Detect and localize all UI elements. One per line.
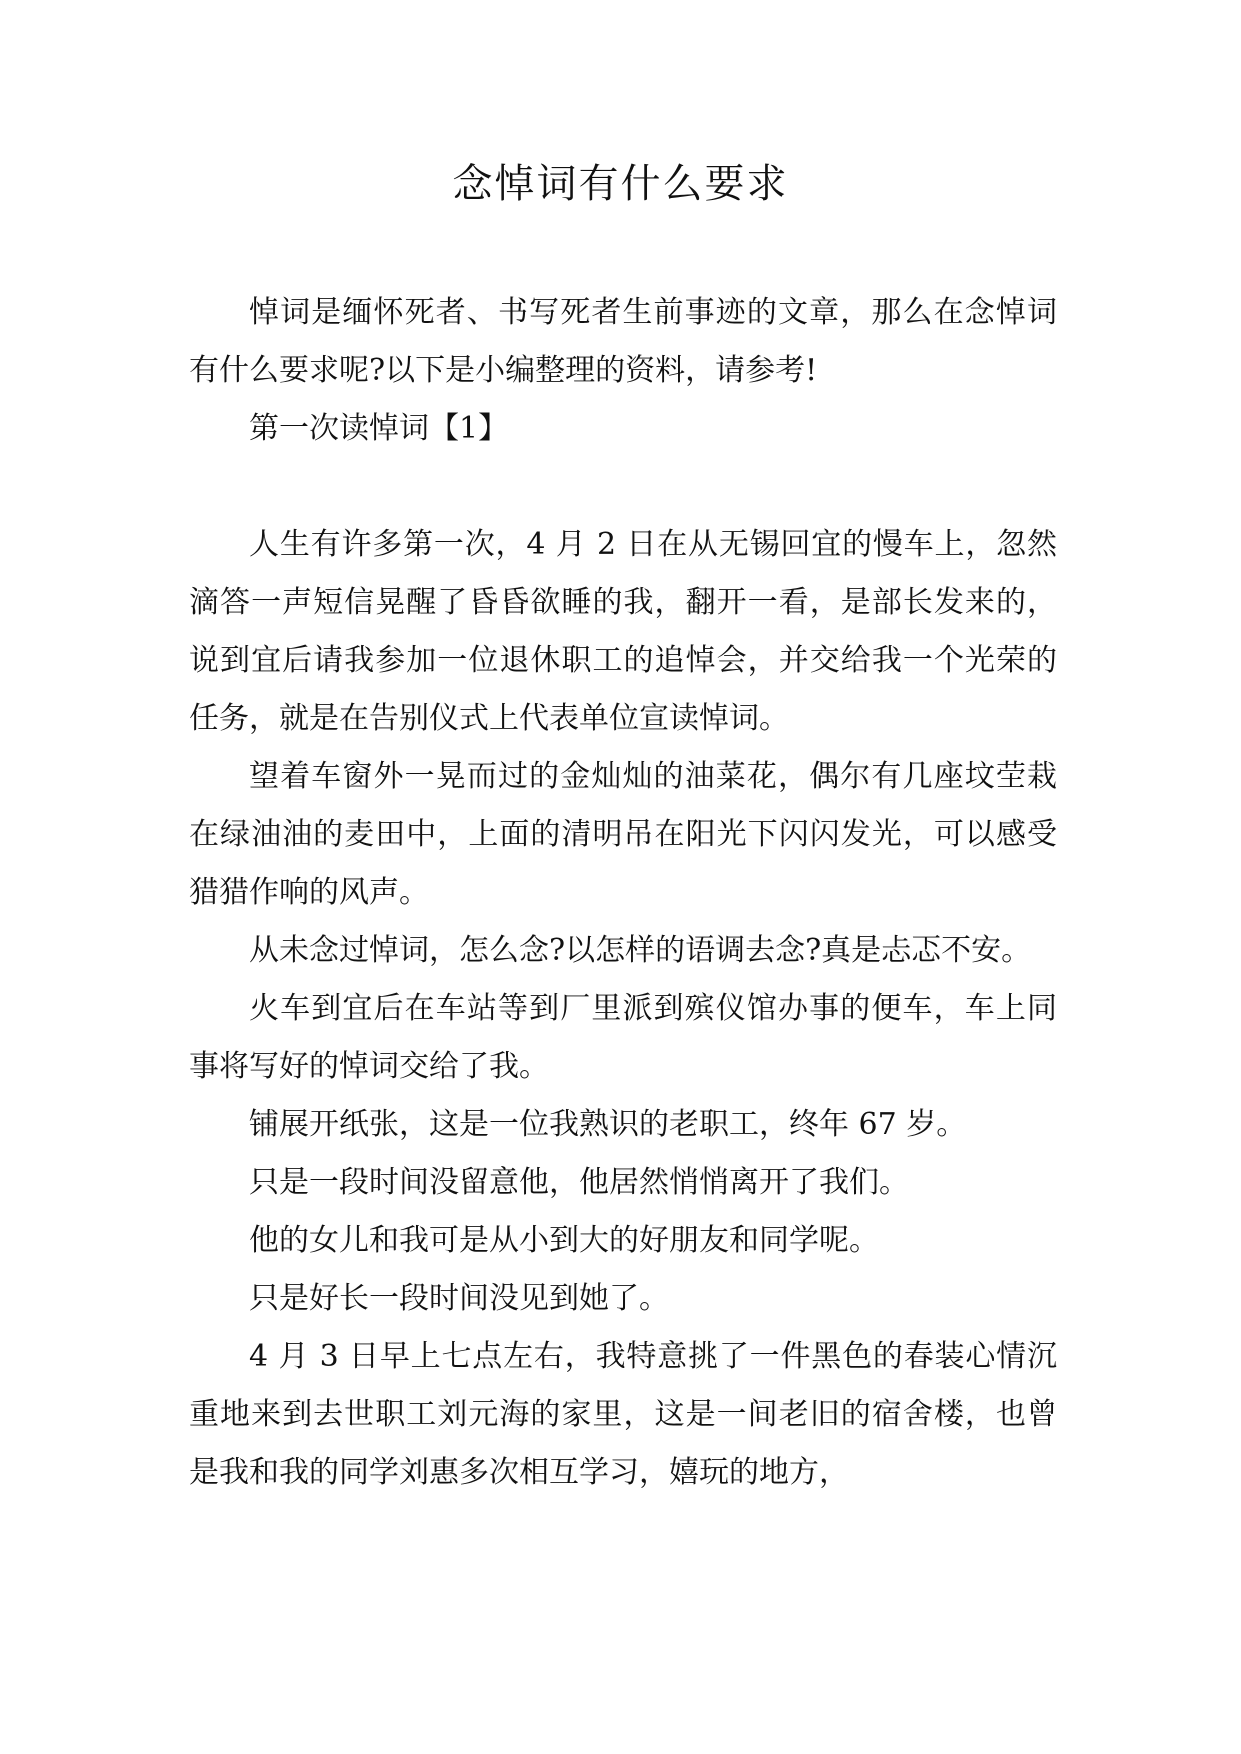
paragraph: 从未念过悼词，怎么念?以怎样的语调去念?真是忐忑不安。 <box>249 933 1032 968</box>
paragraph: 他的女儿和我可是从小到大的好朋友和同学呢。 <box>249 1223 879 1258</box>
section-heading: 第一次读悼词【1】 <box>249 411 509 446</box>
paragraph: 火车到宜后在车站等到厂里派到殡仪馆办事的便车，车上同事将写好的悼词交给了我。 <box>189 991 1057 1084</box>
paragraph: 只是好长一段时间没见到她了。 <box>249 1281 669 1316</box>
paragraph: 4 月 3 日早上七点左右，我特意挑了一件黑色的春装心情沉重地来到去世职工刘元海的家里，这是一间老旧的宿舍楼，也曾是我和我的同学刘惠多次相互学习，嬉玩的地方， <box>189 1339 1057 1490</box>
document-body <box>189 284 1057 1502</box>
paragraph: 望着车窗外一晃而过的金灿灿的油菜花，偶尔有几座坟茔栽在绿油油的麦田中，上面的清明吊在阳光下闪闪发光，可以感受猎猎作响的风声。 <box>189 759 1057 910</box>
paragraph: 只是一段时间没留意他，他居然悄悄离开了我们。 <box>249 1165 909 1200</box>
blank-line <box>189 458 1057 516</box>
paragraph: 人生有许多第一次，4 月 2 日在从无锡回宜的慢车上，忽然滴答一声短信晃醒了昏昏欲睡的我，翻开一看，是部长发来的，说到宜后请我参加一位退休职工的追悼会，并交给我一个光荣的任务，就是在告别仪式上代表单位宣读悼词。 <box>189 527 1057 736</box>
paragraph: 铺展开纸张，这是一位我熟识的老职工，终年 67 岁。 <box>249 1107 967 1142</box>
paragraph-intro: 悼词是缅怀死者、书写死者生前事迹的文章，那么在念悼词有什么要求呢?以下是小编整理的资料，请参考! <box>189 295 1057 388</box>
document-title: 念悼词有什么要求 <box>452 161 789 207</box>
